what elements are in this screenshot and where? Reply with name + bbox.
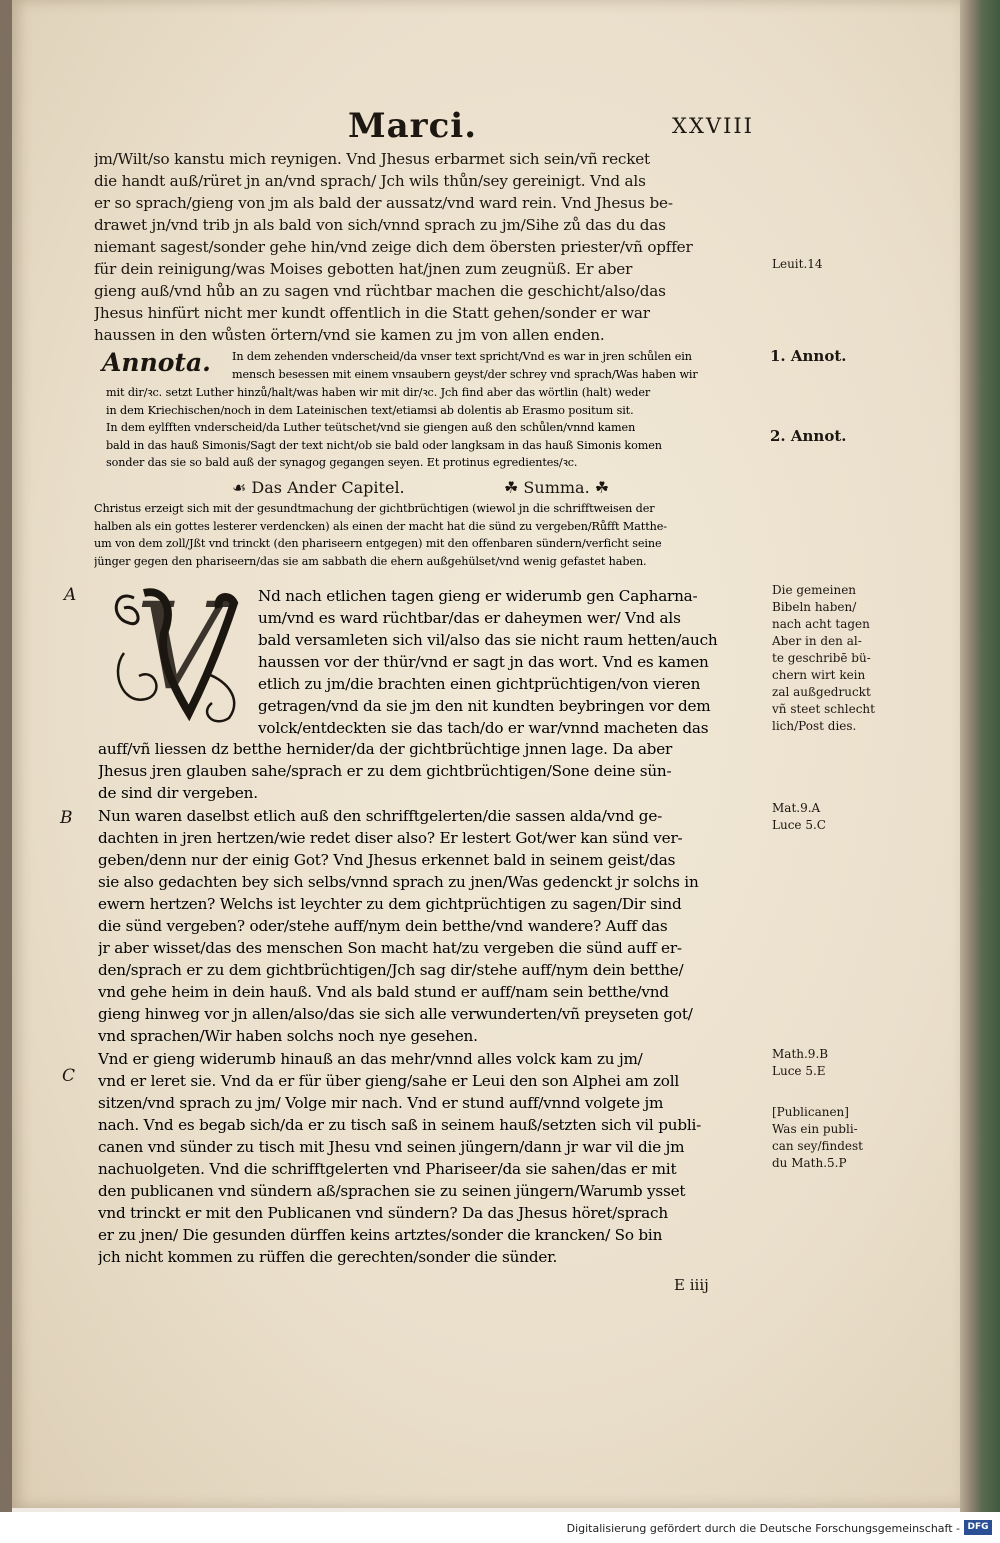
section-letter-c: C	[62, 1066, 76, 1086]
margin-note-leuit: Leuit.14	[772, 257, 823, 271]
margin-note-annot-1: 1. Annot.	[770, 347, 847, 365]
footer-credit: Digitalisierung gefördert durch die Deutsche Forschungsgemeinschaft -	[566, 1522, 960, 1535]
margin-note-math9b	[772, 1046, 828, 1080]
note-line: Die gemeinen	[772, 583, 857, 597]
text-line: jm/Wilt/so kanstu mich reynigen. Vnd Jhesus erbarmet sich sein/vñ recket	[94, 150, 650, 168]
section-letter-b: B	[60, 808, 73, 828]
book-edge	[960, 0, 1000, 1512]
text-line: vnd sprachen/Wir haben solchs noch nye gesehen.	[98, 1027, 478, 1045]
chapter-summary	[94, 500, 776, 570]
text-line: er so sprach/gieng von jm als bald der aussatz/vnd ward rein. Vnd Jhesus be-	[94, 194, 673, 212]
body-text-top	[94, 148, 776, 346]
text-line: ewern hertzen? Welchs ist leychter zu dem gichtprüchtigen zu sagen/Dir sind	[98, 895, 682, 913]
text-line: dachten in jren hertzen/wie redet diser also? Er lestert Got/wer kan sünd ver-	[98, 829, 683, 847]
text-line: um/vnd es ward rüchtbar/das er daheymen wer/ Vnd als	[258, 609, 681, 627]
text-line: Jhesus jren glauben sahe/sprach er zu dem gichtbrüchtigen/Sone deine sün-	[98, 762, 672, 780]
note-line: [Publicanen]	[772, 1105, 849, 1119]
text-line: auff/vñ liessen dz betthe hernider/da der gichtbrüchtige jnnen lage. Da aber	[98, 740, 673, 758]
margin-note-bibeln	[772, 582, 875, 735]
note-line: zal außgedruckt	[772, 685, 871, 699]
signature-mark: E iiij	[674, 1276, 709, 1294]
text-line: geben/denn nur der einig Got? Vnd Jhesus erkennet bald in seinem geist/das	[98, 851, 676, 869]
text-line: volck/entdeckten sie das tach/do er war/vnnd macheten das	[258, 719, 709, 737]
text-line: Vnd er gieng widerumb hinauß an das mehr/vnnd alles volck kam zu jm/	[98, 1050, 643, 1068]
fine-line: mit dir/ꝛc. setzt Luther hinzů/halt/was haben wir mit dir/ꝛc. Jch find aber das wörtlin (halt) weder	[106, 386, 651, 399]
fine-line: um von dem zoll/Jßt vnd trinckt (den phariseern entgegen) mit den offenbaren sündern/verficht seine	[94, 537, 662, 551]
text-line: Jhesus hinfürt nicht mer kundt offentlich in die Statt gehen/sonder er war	[94, 304, 650, 322]
fine-line: bald in das hauß Simonis/Sagt der text nicht/ob sie bald oder langksam in das hauß Simonis komen	[106, 438, 662, 452]
text-line: gieng auß/vnd hůb an zu sagen vnd rüchtbar machen die geschicht/also/das	[94, 282, 666, 300]
note-line: Was ein publi-	[772, 1122, 858, 1136]
note-line: Aber in den al-	[772, 634, 862, 648]
text-line: bald versamleten sich vil/also das sie nicht raum hetten/auch	[258, 631, 718, 649]
text-line: die handt auß/rüret jn an/vnd sprach/ Jch wils thůn/sey gereinigt. Vnd als	[94, 172, 646, 190]
text-line: sitzen/vnd sprach zu jm/ Volge mir nach. Vnd er stund auff/vnnd volgete jm	[98, 1094, 664, 1112]
note-line: Luce 5.E	[772, 1064, 826, 1078]
text-line: vnd er leret sie. Vnd da er für über gieng/sahe er Leui den son Alphei am zoll	[98, 1072, 680, 1090]
text-line: canen vnd sünder zu tisch mit Jhesu vnd seinen jüngern/dann jr war vil die jm	[98, 1138, 685, 1156]
note-line: nach acht tagen	[772, 617, 870, 631]
fine-line: in dem Kriechischen/noch in dem Lateinischen text/etiamsi ab dolentis ab Erasmo positum sit.	[106, 403, 634, 417]
text-line: Nd nach etlichen tagen gieng er widerumb gen Capharna-	[258, 587, 698, 605]
decorated-initial-v	[104, 578, 254, 728]
margin-note-mat9a	[772, 800, 826, 834]
fine-line: In dem eylfften vnderscheid/da Luther teütschet/vnd sie giengen auß den schůlen/vnnd kamen	[106, 421, 636, 435]
fine-line: mensch besessen mit einem vnsaubern geyst/der schrey vnd sprach/Was haben wir	[232, 367, 698, 381]
text-line: für dein reinigung/was Moises gebotten hat/jnen zum zeugnüß. Er aber	[94, 260, 633, 278]
section-a-bottom	[98, 738, 776, 804]
note-line: chern wirt kein	[772, 668, 866, 682]
text-line: niemant sagest/sonder gehe hin/vnd zeige dich dem öbersten priester/vñ opffer	[94, 238, 693, 256]
fine-line: Christus erzeigt sich mit der gesundtmachung der gichtbrüchtigen (wiewol jn die schrifftweisen der	[94, 502, 655, 515]
chapter-title: ☙ Das Ander Capitel.	[232, 478, 405, 497]
note-line: lich/Post dies.	[772, 719, 857, 733]
fine-line: halben als ein gottes lesterer verdencken) als einen der macht hat die sünd zu vergeben/Růfft Matthe-	[94, 519, 667, 533]
text-line: Nun waren daselbst etlich auß den schrifftgelerten/die sassen alda/vnd ge-	[98, 807, 663, 825]
note-line: Bibeln haben/	[772, 600, 857, 614]
text-line: haussen vor der thür/vnd er sagt jn das wort. Vnd es kamen	[258, 653, 709, 671]
running-head-title: Marci.	[348, 106, 478, 146]
text-line: den publicanen vnd sündern aß/sprachen sie zu seinen jüngern/Warumb ysset	[98, 1182, 686, 1200]
dropcap-letter: V	[135, 578, 223, 717]
section-b	[98, 805, 776, 1047]
dfg-logo: DFG	[964, 1520, 992, 1535]
text-line: haussen in den wůsten örtern/vnd sie kamen zu jm von allen enden.	[94, 326, 605, 344]
margin-note-publicanen	[772, 1104, 863, 1172]
text-line: nachuolgeten. Vnd die schrifftgelerten vnd Phariseer/da sie sahen/das er mit	[98, 1160, 677, 1178]
annota-rest-lines	[106, 384, 776, 472]
text-line: jch nicht kommen zu rüffen die gerechten/sonder die sünder.	[98, 1248, 558, 1266]
annota-first-lines	[232, 348, 776, 383]
text-line: nach. Vnd es begab sich/da er zu tisch saß in seinem hauß/setzten sich vil publi-	[98, 1116, 702, 1134]
text-line: etlich zu jm/die brachten einen gichtprüchtigen/von vieren	[258, 675, 701, 693]
margin-note-annot-2: 2. Annot.	[770, 427, 847, 445]
folio-number: XXVIII	[672, 114, 754, 138]
text-line: getragen/vnd da sie jm den nit kundten beybringen vor dem	[258, 697, 711, 715]
fine-line: sonder das sie so bald auß der synagog gegangen seyen. Et protinus egredientes/ꝛc.	[106, 456, 578, 470]
chapter-summa: ☘ Summa. ☘	[504, 478, 610, 497]
note-line: te geschribē bü-	[772, 651, 871, 665]
annota-heading: Annota.	[102, 348, 211, 377]
text-line: vnd trinckt er mit den Publicanen vnd sündern? Da das Jhesus höret/sprach	[98, 1204, 668, 1222]
fine-line: In dem zehenden vnderscheid/da vnser text spricht/Vnd es war in jren schůlen ein	[232, 350, 692, 363]
text-line: die sünd vergeben? oder/stehe auff/nym dein betthe/vnd wandere? Auff das	[98, 917, 668, 935]
fine-line: jünger gegen den phariseern/das sie am sabbath die ehern außgehülset/vnd wenig gefastet haben.	[94, 554, 647, 568]
note-line: vñ steet schlecht	[772, 702, 875, 716]
note-line: Luce 5.C	[772, 818, 826, 832]
note-line: can sey/findest	[772, 1139, 863, 1153]
section-c	[98, 1048, 776, 1268]
text-line: de sind dir vergeben.	[98, 784, 258, 802]
section-a-top	[258, 585, 776, 739]
text-line: er zu jnen/ Die gesunden dürffen keins artztes/sonder die krancken/ So bin	[98, 1226, 663, 1244]
text-line: den/sprach er zu dem gichtbrüchtigen/Jch sag dir/stehe auff/nym dein betthe/	[98, 961, 684, 979]
text-line: gieng hinweg vor jn allen/also/das sie sich alle verwunderten/vñ preyseten got/	[98, 1005, 693, 1023]
text-line: vnd gehe heim in dein hauß. Vnd als bald stund er auff/nam sein betthe/vnd	[98, 983, 669, 1001]
note-line: Math.9.B	[772, 1047, 829, 1061]
book-page	[12, 0, 960, 1508]
running-head	[12, 104, 960, 154]
book-binding	[0, 0, 12, 1512]
note-line: du Math.5.P	[772, 1156, 847, 1170]
text-line: drawet jn/vnd trib jn als bald von sich/vnnd sprach zu jm/Sihe zů das du das	[94, 216, 666, 234]
text-line: sie also gedachten bey sich selbs/vnnd sprach zu jnen/Was gedenckt jr solchs in	[98, 873, 699, 891]
text-line: jr aber wisset/das des menschen Son macht hat/zu vergeben die sünd auff er-	[98, 939, 682, 957]
digitization-footer	[0, 1512, 1000, 1543]
section-letter-a: A	[64, 585, 77, 605]
note-line: Mat.9.A	[772, 801, 821, 815]
